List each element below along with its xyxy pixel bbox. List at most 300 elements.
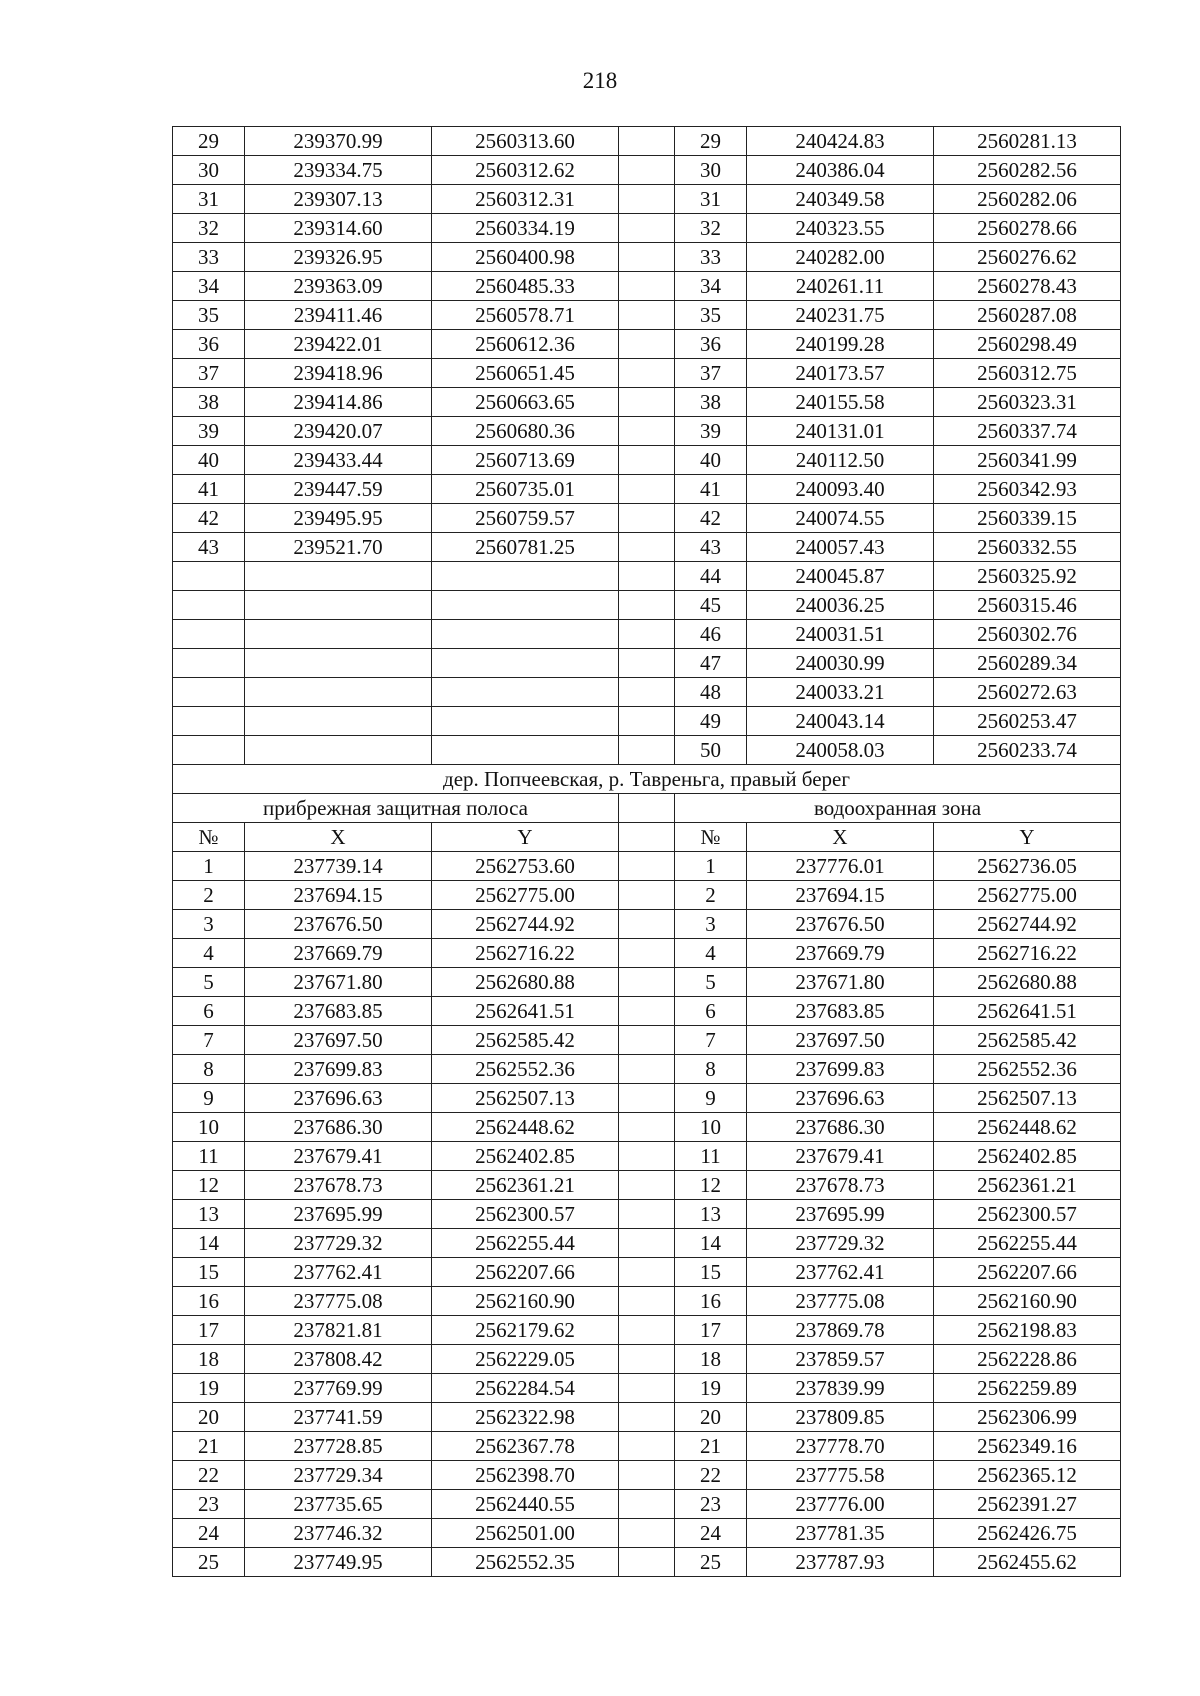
left-x-cell: 239307.13	[245, 185, 432, 214]
right-x-cell: 240173.57	[747, 359, 934, 388]
right-x-cell: 240424.83	[747, 127, 934, 156]
right-num-cell: 39	[675, 417, 747, 446]
section-subtitle-row	[173, 794, 1121, 823]
gap-cell	[619, 127, 675, 156]
right-x-cell: 237762.41	[747, 1258, 934, 1287]
table-row	[173, 678, 1121, 707]
left-x-cell: 237683.85	[245, 997, 432, 1026]
left-num-cell: 40	[173, 446, 245, 475]
left-x-cell: 239326.95	[245, 243, 432, 272]
left-y-cell: 2562552.35	[432, 1548, 619, 1577]
right-num-cell: 19	[675, 1374, 747, 1403]
table-row	[173, 127, 1121, 156]
right-num-header: №	[675, 823, 747, 852]
table-row	[173, 881, 1121, 910]
left-num-cell: 38	[173, 388, 245, 417]
right-x-cell: 240036.25	[747, 591, 934, 620]
left-num-cell: 13	[173, 1200, 245, 1229]
left-num-cell	[173, 591, 245, 620]
left-num-cell: 3	[173, 910, 245, 939]
right-x-cell: 237676.50	[747, 910, 934, 939]
right-y-cell: 2562259.89	[934, 1374, 1121, 1403]
left-num-cell	[173, 620, 245, 649]
table-row	[173, 1519, 1121, 1548]
right-y-cell: 2562641.51	[934, 997, 1121, 1026]
left-y-cell: 2562361.21	[432, 1171, 619, 1200]
left-num-cell: 32	[173, 214, 245, 243]
right-x-cell: 237776.00	[747, 1490, 934, 1519]
right-num-cell: 21	[675, 1432, 747, 1461]
section-header	[173, 765, 1121, 852]
left-y-cell: 2560334.19	[432, 214, 619, 243]
gap-cell	[619, 1316, 675, 1345]
gap-cell	[619, 1403, 675, 1432]
left-x-cell	[245, 620, 432, 649]
table-row	[173, 243, 1121, 272]
gap-cell	[619, 823, 675, 852]
table-row	[173, 910, 1121, 939]
gap-cell	[619, 359, 675, 388]
left-num-cell: 29	[173, 127, 245, 156]
left-num-cell: 7	[173, 1026, 245, 1055]
gap-cell	[619, 533, 675, 562]
right-x-cell: 240199.28	[747, 330, 934, 359]
left-y-cell: 2562641.51	[432, 997, 619, 1026]
gap-cell	[619, 1432, 675, 1461]
left-num-cell: 17	[173, 1316, 245, 1345]
right-num-cell: 34	[675, 272, 747, 301]
right-y-cell: 2560342.93	[934, 475, 1121, 504]
gap-cell	[619, 185, 675, 214]
left-num-cell: 22	[173, 1461, 245, 1490]
right-x-cell: 240323.55	[747, 214, 934, 243]
right-num-cell: 13	[675, 1200, 747, 1229]
right-y-cell: 2562300.57	[934, 1200, 1121, 1229]
right-num-cell: 45	[675, 591, 747, 620]
right-y-cell: 2562775.00	[934, 881, 1121, 910]
table-row	[173, 475, 1121, 504]
gap-cell	[619, 707, 675, 736]
table-row	[173, 185, 1121, 214]
left-x-cell	[245, 562, 432, 591]
gap-cell	[619, 562, 675, 591]
gap-cell	[619, 1026, 675, 1055]
right-x-cell: 240045.87	[747, 562, 934, 591]
left-x-cell: 237686.30	[245, 1113, 432, 1142]
right-num-cell: 7	[675, 1026, 747, 1055]
right-y-cell: 2562361.21	[934, 1171, 1121, 1200]
right-y-cell: 2560278.43	[934, 272, 1121, 301]
right-y-cell: 2562198.83	[934, 1316, 1121, 1345]
right-x-cell: 237695.99	[747, 1200, 934, 1229]
right-y-cell: 2562426.75	[934, 1519, 1121, 1548]
right-y-cell: 2560276.62	[934, 243, 1121, 272]
gap-cell	[619, 1519, 675, 1548]
right-y-cell: 2560339.15	[934, 504, 1121, 533]
table-row	[173, 359, 1121, 388]
gap-cell	[619, 504, 675, 533]
right-x-cell: 240031.51	[747, 620, 934, 649]
right-x-cell: 240231.75	[747, 301, 934, 330]
right-y-cell: 2560302.76	[934, 620, 1121, 649]
left-num-cell: 24	[173, 1519, 245, 1548]
right-y-cell: 2562255.44	[934, 1229, 1121, 1258]
right-num-cell: 6	[675, 997, 747, 1026]
right-num-cell: 14	[675, 1229, 747, 1258]
right-y-cell: 2560341.99	[934, 446, 1121, 475]
left-x-cell: 239411.46	[245, 301, 432, 330]
table-row	[173, 417, 1121, 446]
right-y-cell: 2560312.75	[934, 359, 1121, 388]
right-num-cell: 43	[675, 533, 747, 562]
table-row	[173, 1345, 1121, 1374]
right-x-cell: 240093.40	[747, 475, 934, 504]
right-x-header: X	[747, 823, 934, 852]
right-num-cell: 2	[675, 881, 747, 910]
right-x-cell: 237775.58	[747, 1461, 934, 1490]
table-row	[173, 997, 1121, 1026]
right-y-cell: 2560272.63	[934, 678, 1121, 707]
table-row	[173, 272, 1121, 301]
right-x-cell: 237669.79	[747, 939, 934, 968]
left-y-cell: 2562744.92	[432, 910, 619, 939]
right-x-cell: 240033.21	[747, 678, 934, 707]
left-x-cell: 237762.41	[245, 1258, 432, 1287]
right-y-cell: 2562744.92	[934, 910, 1121, 939]
left-subtitle: прибрежная защитная полоса	[173, 794, 619, 823]
left-y-cell: 2562753.60	[432, 852, 619, 881]
section-title: дер. Попчеевская, р. Тавреньга, правый берег	[173, 765, 1121, 794]
right-num-cell: 47	[675, 649, 747, 678]
left-num-cell: 16	[173, 1287, 245, 1316]
right-num-cell: 35	[675, 301, 747, 330]
right-y-header: Y	[934, 823, 1121, 852]
right-x-cell: 237697.50	[747, 1026, 934, 1055]
right-y-cell: 2562455.62	[934, 1548, 1121, 1577]
table-row	[173, 214, 1121, 243]
right-y-cell: 2562736.05	[934, 852, 1121, 881]
left-x-cell: 239422.01	[245, 330, 432, 359]
left-x-cell: 239433.44	[245, 446, 432, 475]
left-num-cell: 25	[173, 1548, 245, 1577]
right-x-cell: 240349.58	[747, 185, 934, 214]
right-x-cell: 237859.57	[747, 1345, 934, 1374]
right-x-cell: 240261.11	[747, 272, 934, 301]
left-y-cell: 2562300.57	[432, 1200, 619, 1229]
left-x-cell	[245, 736, 432, 765]
left-num-cell: 8	[173, 1055, 245, 1084]
right-y-cell: 2560298.49	[934, 330, 1121, 359]
right-num-cell: 11	[675, 1142, 747, 1171]
left-y-cell	[432, 736, 619, 765]
left-y-cell: 2562207.66	[432, 1258, 619, 1287]
coordinates-table	[172, 126, 1121, 1577]
left-num-cell: 34	[173, 272, 245, 301]
right-x-cell: 237678.73	[747, 1171, 934, 1200]
left-num-cell: 18	[173, 1345, 245, 1374]
right-x-cell: 240057.43	[747, 533, 934, 562]
left-num-cell	[173, 562, 245, 591]
gap-cell	[619, 243, 675, 272]
right-x-cell: 240131.01	[747, 417, 934, 446]
gap-cell	[619, 1113, 675, 1142]
right-num-cell: 3	[675, 910, 747, 939]
table-row	[173, 533, 1121, 562]
right-x-cell: 237694.15	[747, 881, 934, 910]
right-y-cell: 2562207.66	[934, 1258, 1121, 1287]
right-num-cell: 9	[675, 1084, 747, 1113]
gap-cell	[619, 214, 675, 243]
right-num-cell: 22	[675, 1461, 747, 1490]
left-y-cell: 2562716.22	[432, 939, 619, 968]
left-x-cell: 239418.96	[245, 359, 432, 388]
right-y-cell: 2560282.06	[934, 185, 1121, 214]
right-num-cell: 18	[675, 1345, 747, 1374]
gap-cell	[619, 272, 675, 301]
right-subtitle: водоохранная зона	[675, 794, 1121, 823]
right-y-cell: 2560278.66	[934, 214, 1121, 243]
left-x-cell: 239495.95	[245, 504, 432, 533]
left-y-cell: 2560663.65	[432, 388, 619, 417]
left-y-cell: 2560651.45	[432, 359, 619, 388]
left-y-cell: 2560485.33	[432, 272, 619, 301]
left-x-cell: 239414.86	[245, 388, 432, 417]
left-y-cell: 2560612.36	[432, 330, 619, 359]
gap-cell	[619, 417, 675, 446]
left-x-cell: 239420.07	[245, 417, 432, 446]
left-num-cell: 10	[173, 1113, 245, 1142]
left-x-cell: 237729.32	[245, 1229, 432, 1258]
right-num-cell: 20	[675, 1403, 747, 1432]
left-num-cell: 20	[173, 1403, 245, 1432]
right-x-cell: 237679.41	[747, 1142, 934, 1171]
right-x-cell: 237686.30	[747, 1113, 934, 1142]
table-row	[173, 736, 1121, 765]
right-x-cell: 240058.03	[747, 736, 934, 765]
right-num-cell: 24	[675, 1519, 747, 1548]
right-x-cell: 240030.99	[747, 649, 934, 678]
right-num-cell: 25	[675, 1548, 747, 1577]
left-x-cell: 237808.42	[245, 1345, 432, 1374]
right-num-cell: 1	[675, 852, 747, 881]
right-y-cell: 2562507.13	[934, 1084, 1121, 1113]
left-x-cell	[245, 707, 432, 736]
left-y-cell: 2562501.00	[432, 1519, 619, 1548]
right-num-cell: 16	[675, 1287, 747, 1316]
left-num-cell: 23	[173, 1490, 245, 1519]
right-x-cell: 240155.58	[747, 388, 934, 417]
right-num-cell: 48	[675, 678, 747, 707]
left-num-cell: 43	[173, 533, 245, 562]
gap-cell	[619, 852, 675, 881]
bottom-coordinates-body	[173, 852, 1121, 1577]
left-num-cell: 2	[173, 881, 245, 910]
left-y-cell: 2562552.36	[432, 1055, 619, 1084]
left-x-cell: 237739.14	[245, 852, 432, 881]
left-x-cell: 237669.79	[245, 939, 432, 968]
left-x-cell: 237671.80	[245, 968, 432, 997]
right-num-cell: 8	[675, 1055, 747, 1084]
gap-cell	[619, 591, 675, 620]
table-row	[173, 649, 1121, 678]
right-y-cell: 2560281.13	[934, 127, 1121, 156]
left-y-cell: 2560759.57	[432, 504, 619, 533]
table-row	[173, 1055, 1121, 1084]
gap-cell	[619, 1345, 675, 1374]
right-y-cell: 2560287.08	[934, 301, 1121, 330]
top-coordinates-body	[173, 127, 1121, 765]
table-row	[173, 1548, 1121, 1577]
right-x-cell: 237729.32	[747, 1229, 934, 1258]
right-y-cell: 2560282.56	[934, 156, 1121, 185]
right-y-cell: 2560323.31	[934, 388, 1121, 417]
left-y-cell: 2562448.62	[432, 1113, 619, 1142]
left-x-cell: 237746.32	[245, 1519, 432, 1548]
left-x-cell: 237694.15	[245, 881, 432, 910]
left-num-cell: 12	[173, 1171, 245, 1200]
table-row	[173, 1316, 1121, 1345]
left-num-cell: 35	[173, 301, 245, 330]
right-x-cell: 237778.70	[747, 1432, 934, 1461]
left-num-cell	[173, 707, 245, 736]
left-num-cell: 37	[173, 359, 245, 388]
right-y-cell: 2562585.42	[934, 1026, 1121, 1055]
right-y-cell: 2560315.46	[934, 591, 1121, 620]
left-num-cell: 4	[173, 939, 245, 968]
right-num-cell: 15	[675, 1258, 747, 1287]
left-x-cell: 237695.99	[245, 1200, 432, 1229]
left-y-cell: 2562402.85	[432, 1142, 619, 1171]
gap-cell	[619, 1055, 675, 1084]
right-y-cell: 2560289.34	[934, 649, 1121, 678]
left-x-header: X	[245, 823, 432, 852]
right-x-cell: 237776.01	[747, 852, 934, 881]
left-x-cell	[245, 591, 432, 620]
left-num-cell: 9	[173, 1084, 245, 1113]
gap-cell	[619, 156, 675, 185]
left-y-cell: 2560312.31	[432, 185, 619, 214]
table-row	[173, 968, 1121, 997]
gap-cell	[619, 1142, 675, 1171]
gap-cell	[619, 649, 675, 678]
left-y-cell: 2562160.90	[432, 1287, 619, 1316]
gap-cell	[619, 1200, 675, 1229]
left-y-cell	[432, 678, 619, 707]
right-x-cell: 240043.14	[747, 707, 934, 736]
left-y-cell	[432, 707, 619, 736]
table-row	[173, 852, 1121, 881]
table-row	[173, 1142, 1121, 1171]
left-y-cell: 2562585.42	[432, 1026, 619, 1055]
table-row	[173, 1113, 1121, 1142]
right-y-cell: 2562228.86	[934, 1345, 1121, 1374]
left-y-cell: 2560312.62	[432, 156, 619, 185]
left-y-cell: 2560781.25	[432, 533, 619, 562]
right-y-cell: 2562306.99	[934, 1403, 1121, 1432]
table-row	[173, 301, 1121, 330]
left-num-cell: 36	[173, 330, 245, 359]
left-x-cell: 239370.99	[245, 127, 432, 156]
left-y-cell: 2562680.88	[432, 968, 619, 997]
right-num-cell: 42	[675, 504, 747, 533]
left-y-header: Y	[432, 823, 619, 852]
gap-cell	[619, 446, 675, 475]
left-y-cell	[432, 591, 619, 620]
right-num-cell: 17	[675, 1316, 747, 1345]
left-num-cell	[173, 649, 245, 678]
left-x-cell: 237676.50	[245, 910, 432, 939]
right-x-cell: 237671.80	[747, 968, 934, 997]
left-y-cell: 2560713.69	[432, 446, 619, 475]
right-x-cell: 237781.35	[747, 1519, 934, 1548]
right-y-cell: 2560332.55	[934, 533, 1121, 562]
gap-cell	[619, 910, 675, 939]
gap-cell	[619, 388, 675, 417]
left-x-cell: 239521.70	[245, 533, 432, 562]
table-row	[173, 330, 1121, 359]
left-x-cell: 237735.65	[245, 1490, 432, 1519]
right-y-cell: 2560337.74	[934, 417, 1121, 446]
column-header-row	[173, 823, 1121, 852]
left-x-cell: 237729.34	[245, 1461, 432, 1490]
table-row	[173, 1403, 1121, 1432]
table-row	[173, 1490, 1121, 1519]
gap-cell	[619, 1171, 675, 1200]
right-x-cell: 240074.55	[747, 504, 934, 533]
left-x-cell: 237697.50	[245, 1026, 432, 1055]
right-num-cell: 44	[675, 562, 747, 591]
table-row	[173, 1287, 1121, 1316]
gap-cell	[619, 736, 675, 765]
left-y-cell: 2562179.62	[432, 1316, 619, 1345]
right-num-cell: 37	[675, 359, 747, 388]
gap-cell	[619, 301, 675, 330]
right-x-cell: 237683.85	[747, 997, 934, 1026]
table-row	[173, 1461, 1121, 1490]
right-num-cell: 5	[675, 968, 747, 997]
gap-cell	[619, 330, 675, 359]
right-num-cell: 36	[675, 330, 747, 359]
table-row	[173, 620, 1121, 649]
gap-cell	[619, 1287, 675, 1316]
left-x-cell: 239447.59	[245, 475, 432, 504]
right-y-cell: 2560233.74	[934, 736, 1121, 765]
left-x-cell: 237696.63	[245, 1084, 432, 1113]
table-row	[173, 388, 1121, 417]
left-y-cell: 2560735.01	[432, 475, 619, 504]
gap-cell	[619, 1374, 675, 1403]
right-num-cell: 30	[675, 156, 747, 185]
right-num-cell: 31	[675, 185, 747, 214]
left-x-cell: 237775.08	[245, 1287, 432, 1316]
gap-cell	[619, 1461, 675, 1490]
left-num-cell: 33	[173, 243, 245, 272]
table-row	[173, 1026, 1121, 1055]
right-y-cell: 2560253.47	[934, 707, 1121, 736]
right-num-cell: 49	[675, 707, 747, 736]
right-x-cell: 240112.50	[747, 446, 934, 475]
left-num-cell: 42	[173, 504, 245, 533]
left-x-cell: 237699.83	[245, 1055, 432, 1084]
right-num-cell: 29	[675, 127, 747, 156]
right-y-cell: 2562402.85	[934, 1142, 1121, 1171]
left-y-cell: 2562367.78	[432, 1432, 619, 1461]
right-num-cell: 32	[675, 214, 747, 243]
left-x-cell: 239334.75	[245, 156, 432, 185]
table-row	[173, 446, 1121, 475]
left-num-cell: 19	[173, 1374, 245, 1403]
left-x-cell	[245, 649, 432, 678]
